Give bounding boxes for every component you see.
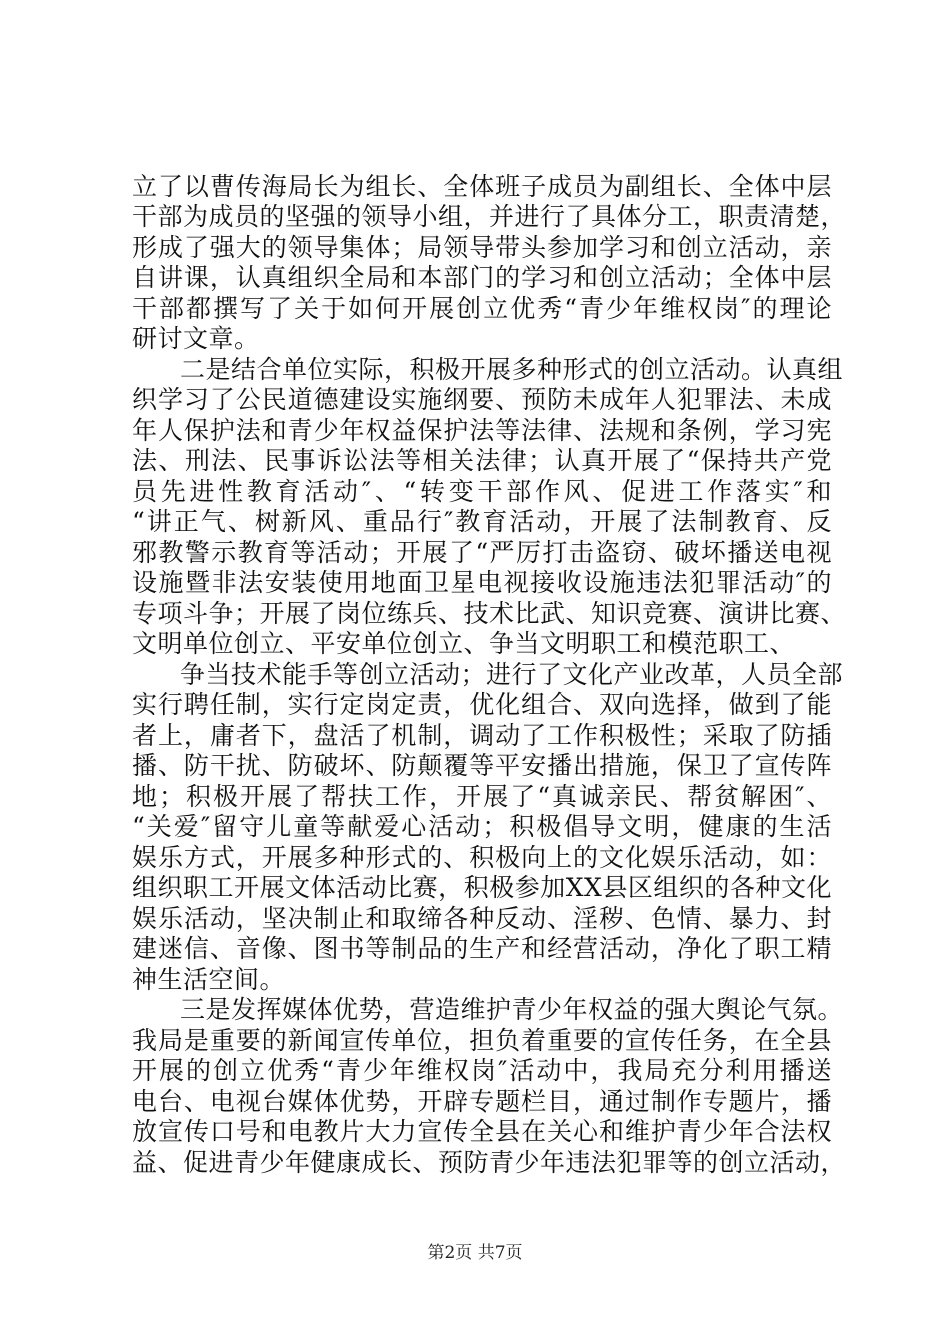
text-line: 年人保护法和青少年权益保护法等法律、法规和条例，学习宪 [132, 416, 832, 445]
text-line: 织学习了公民道德建设实施纲要、预防未成年人犯罪法、未成 [132, 385, 832, 414]
text-line: 研讨文章。 [132, 324, 260, 353]
page-footer: 第2页 共7页 [427, 1243, 523, 1263]
text-line: “讲正气、树新风、重品行″教育活动，开展了法制教育、反 [132, 507, 832, 536]
text-line: 者上，庸者下，盘活了机制，调动了工作积极性；采取了防插 [132, 721, 832, 750]
text-line: 建迷信、音像、图书等制品的生产和经营活动，净化了职工精 [132, 934, 832, 963]
paragraph-start: 三是发挥媒体优势，营造维护青少年权益的强大舆论气氛。 [180, 995, 844, 1024]
text-line: 电台、电视台媒体优势，开辟专题栏目，通过制作专题片，播 [132, 1087, 832, 1116]
text-line: 员先进性教育活动″、“转变干部作风、促进工作落实″和 [132, 477, 832, 506]
text-line: 专项斗争；开展了岗位练兵、技术比武、知识竞赛、演讲比赛、 [132, 599, 847, 628]
text-line: 设施暨非法安装使用地面卫星电视接收设施违法犯罪活动″的 [132, 568, 832, 597]
text-line: 娱乐方式，开展多种形式的、积极向上的文化娱乐活动，如： [132, 843, 832, 872]
text-line: 地；积极开展了帮扶工作，开展了“真诚亲民、帮贫解困″、 [132, 782, 832, 811]
text-line: 播、防干扰、防破坏、防颠覆等平安播出措施，保卫了宣传阵 [132, 751, 832, 780]
paragraph-start: 二是结合单位实际，积极开展多种形式的创立活动。认真组 [180, 355, 844, 384]
text-line: 形成了强大的领导集体；局领导带头参加学习和创立活动，亲 [132, 233, 832, 262]
text-line: 开展的创立优秀“青少年维权岗″活动中，我局充分利用播送 [132, 1056, 832, 1085]
text-line: “关爱″留守儿童等献爱心活动；积极倡导文明，健康的生活 [132, 812, 832, 841]
text-line: 干部为成员的坚强的领导小组，并进行了具体分工，职责清楚， [132, 202, 847, 231]
text-line: 益、促进青少年健康成长、预防青少年违法犯罪等的创立活动， [132, 1148, 847, 1177]
text-line: 文明单位创立、平安单位创立、争当文明职工和模范职工、 [132, 629, 796, 658]
text-line: 自讲课，认真组织全局和本部门的学习和创立活动；全体中层 [132, 263, 832, 292]
text-line: 组织职工开展文体活动比赛，积极参加XX县区组织的各种文化 [132, 873, 832, 902]
paragraph-start: 争当技术能手等创立活动；进行了文化产业改革，人员全部 [180, 660, 844, 689]
text-line: 干部都撰写了关于如何开展创立优秀“青少年维权岗″的理论 [132, 294, 832, 323]
text-line: 实行聘任制，实行定岗定责，优化组合、双向选择，做到了能 [132, 690, 832, 719]
text-line: 我局是重要的新闻宣传单位，担负着重要的宣传任务，在全县 [132, 1026, 832, 1055]
text-line: 放宣传口号和电教片大力宣传全县在关心和维护青少年合法权 [132, 1117, 832, 1146]
text-line: 神生活空间。 [132, 965, 286, 994]
text-line: 娱乐活动，坚决制止和取缔各种反动、淫秽、色情、暴力、封 [132, 904, 832, 933]
text-line: 邪教警示教育等活动；开展了“严厉打击盗窃、破坏播送电视 [132, 538, 832, 567]
text-line: 立了以曹传海局长为组长、全体班子成员为副组长、全体中层 [132, 172, 832, 201]
text-line: 法、刑法、民事诉讼法等相关法律；认真开展了“保持共产党 [132, 446, 832, 475]
